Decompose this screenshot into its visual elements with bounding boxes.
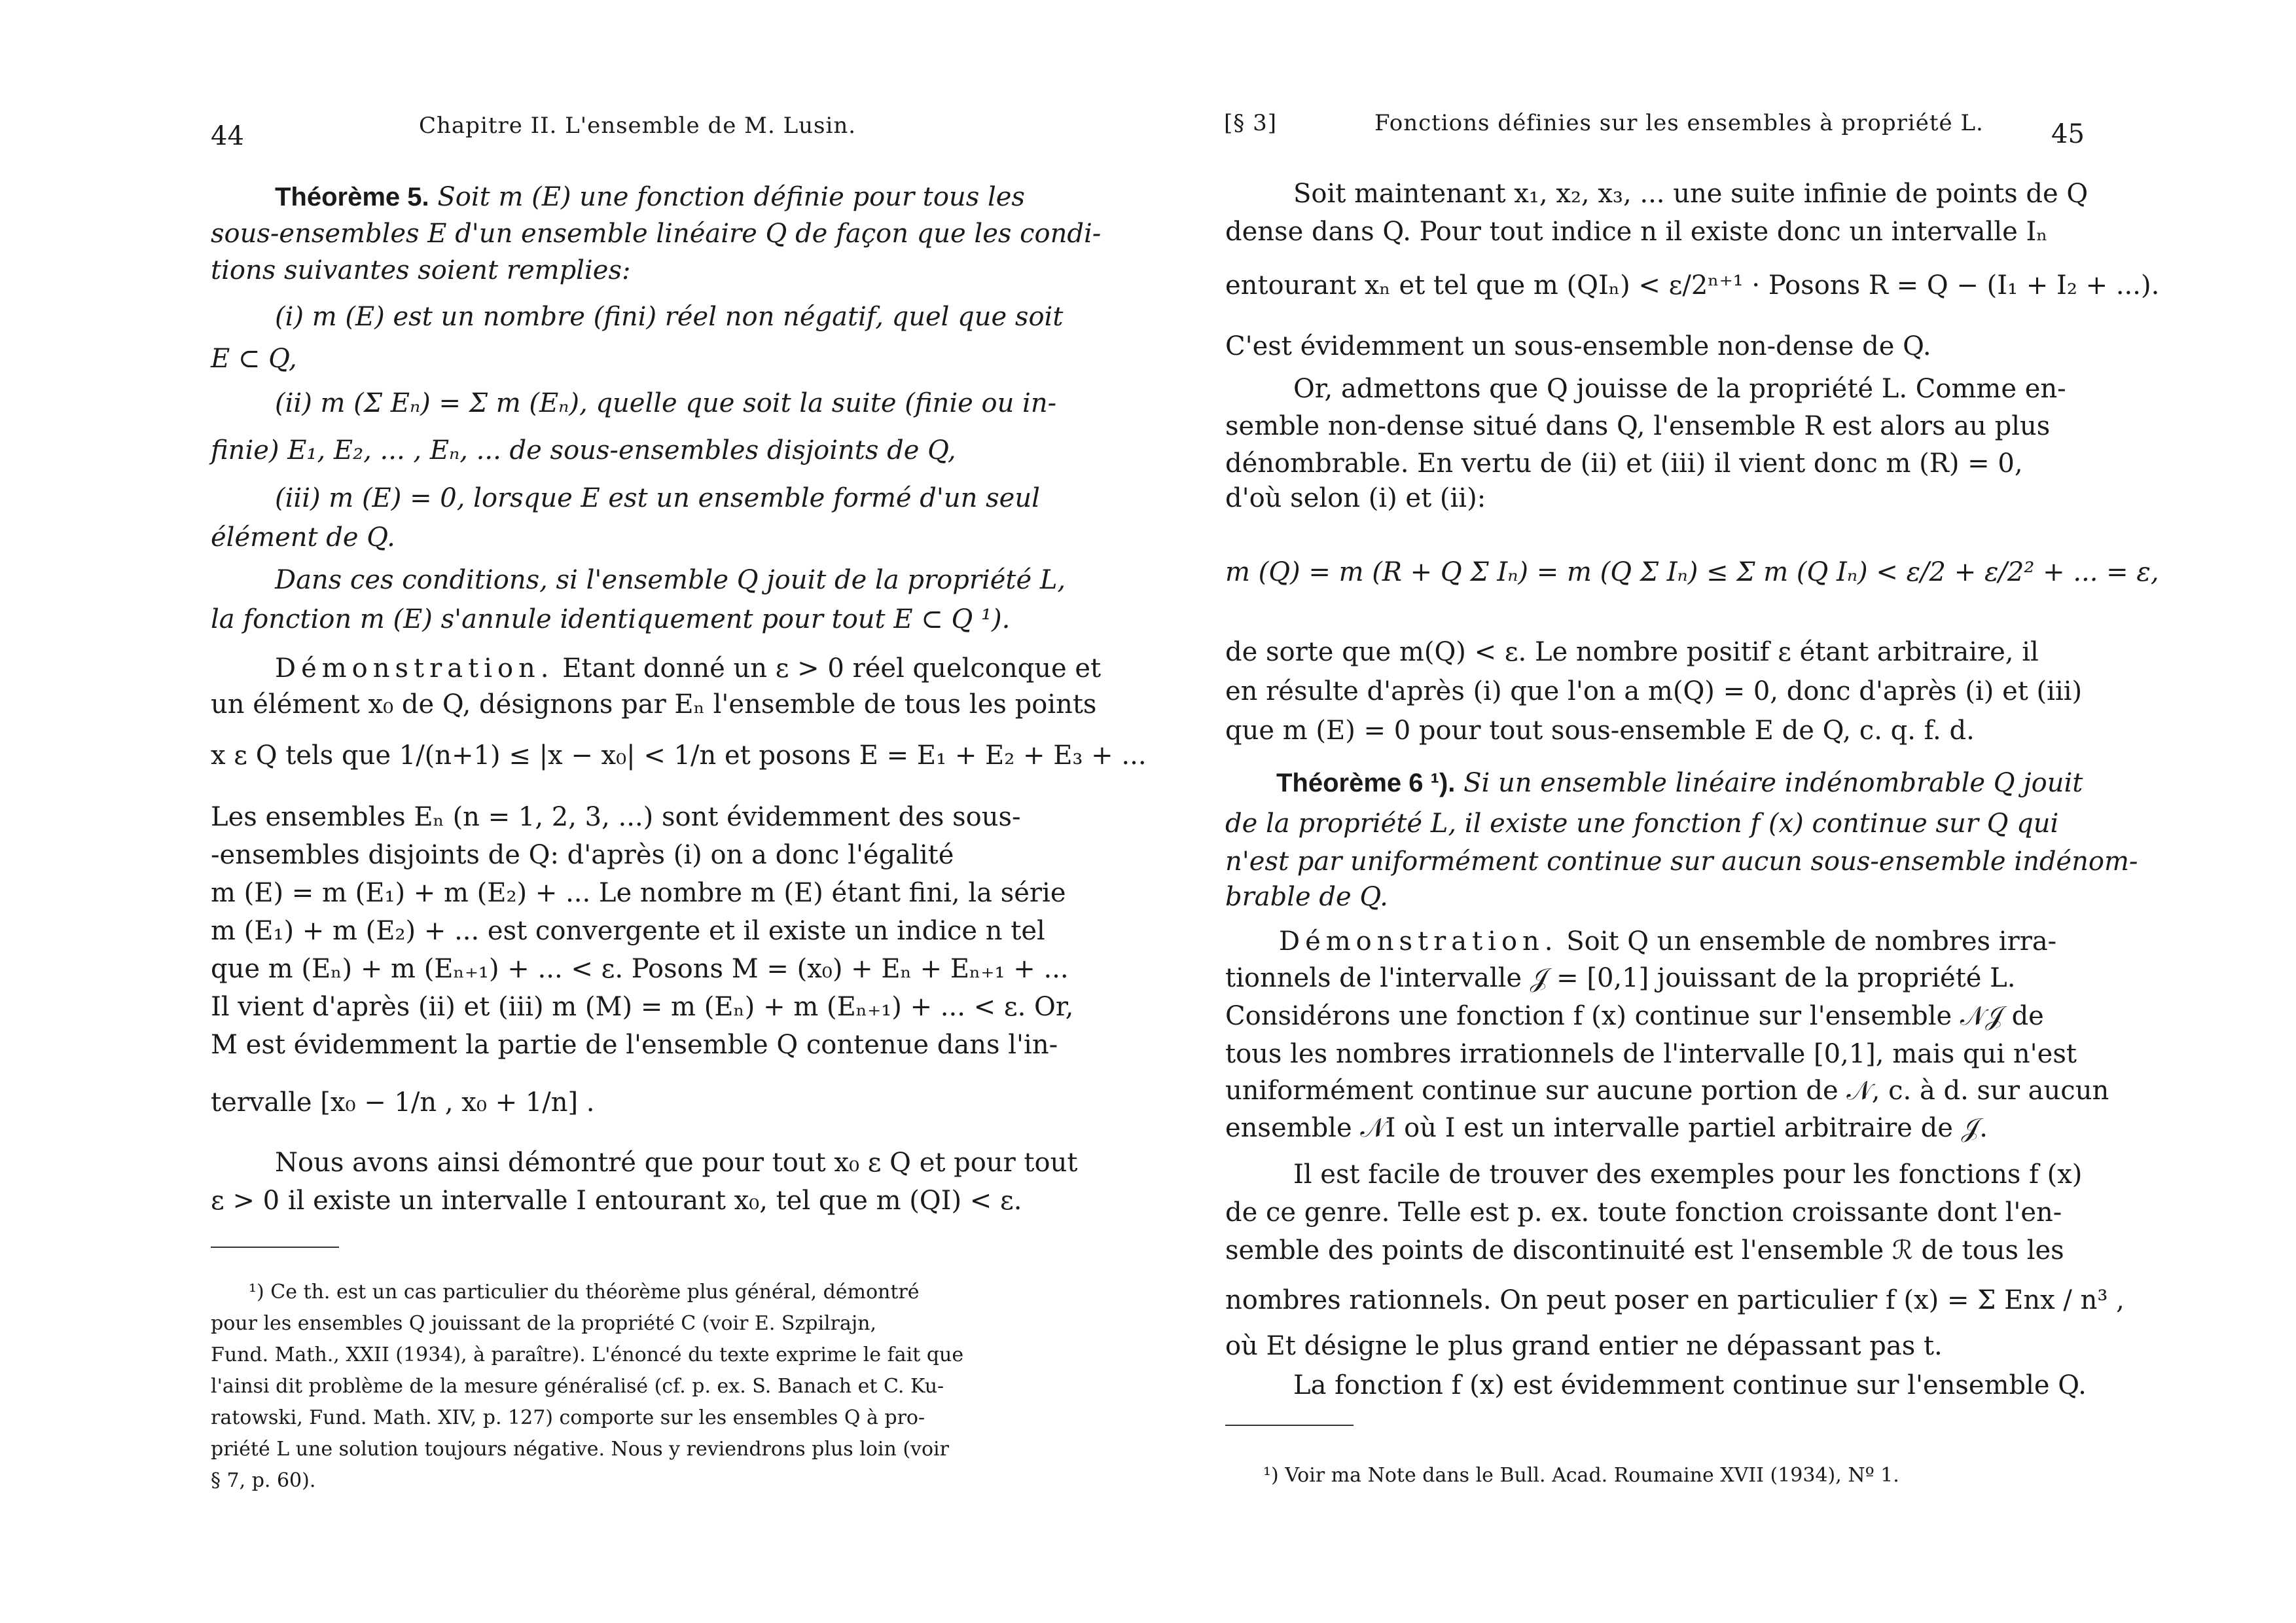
text-line: n'est par uniformément continue sur aucun sous-ensemble indénom-	[1225, 847, 2138, 877]
text-line: (ii) m (Σ Eₙ) = Σ m (Eₙ), quelle que soit la suite (finie ou in-	[275, 388, 1057, 418]
text-line: (i) m (E) est un nombre (fini) réel non négatif, quel que soit	[275, 302, 1064, 332]
text-line: Dans ces conditions, si l'ensemble Q jouit de la propriété L,	[275, 565, 1066, 595]
text-line: m (E) = m (E₁) + m (E₂) + ... Le nombre m (E) étant fini, la série	[211, 878, 1066, 908]
text-line: Or, admettons que Q jouisse de la propriété L. Comme en-	[1293, 374, 2066, 404]
footnote-line: ratowski, Fund. Math. XIV, p. 127) comporte sur les ensembles Q à pro-	[211, 1406, 925, 1429]
text-line: que m (E) = 0 pour tout sous-ensemble E de Q, c. q. f. d.	[1225, 716, 1975, 746]
text-line: Il vient d'après (ii) et (iii) m (M) = m (Eₙ) + m (Eₙ₊₁) + ... < ε. Or,	[211, 992, 1074, 1022]
page-number: 45	[2051, 119, 2085, 149]
page-number: 44	[211, 121, 244, 151]
text-line: Démonstration. Soit Q un ensemble de nombres irra-	[1279, 926, 2057, 957]
text-line: finie) E₁, E₂, ... , Eₙ, ... de sous-ensembles disjoints de Q,	[211, 435, 956, 465]
text-line: de la propriété L, il existe une fonction f (x) continue sur Q qui	[1225, 809, 2059, 839]
text-line: dénombrable. En vertu de (ii) et (iii) il vient donc m (R) = 0,	[1225, 448, 2023, 479]
running-head: Chapitre II. L'ensemble de M. Lusin.	[419, 113, 857, 139]
text-line: Démonstration. Etant donné un ε > 0 réel quelconque et	[275, 653, 1102, 684]
text-line: où Et désigne le plus grand entier ne dépassant pas t.	[1225, 1331, 1943, 1361]
text-line: (iii) m (E) = 0, lorsque E est un ensemble formé d'un seul	[275, 483, 1040, 513]
footnote-line: ¹) Voir ma Note dans le Bull. Acad. Roumaine XVII (1934), Nº 1.	[1263, 1464, 1899, 1487]
text-line: de sorte que m(Q) < ε. Le nombre positif ε étant arbitraire, il	[1225, 637, 2039, 667]
footnote-line: Fund. Math., XXII (1934), à paraître). L'énoncé du texte exprime le fait que	[211, 1343, 964, 1366]
text-line: semble des points de discontinuité est l'ensemble ℛ de tous les	[1225, 1235, 2064, 1266]
text-line: ensemble 𝒩I où I est un intervalle partiel arbitraire de 𝒥.	[1225, 1113, 1988, 1143]
text-line: nombres rationnels. On peut poser en particulier f (x) = Σ Enx / n³ ,	[1225, 1285, 2125, 1315]
text-line: ε > 0 il existe un intervalle I entourant x₀, tel que m (QI) < ε.	[211, 1186, 1022, 1216]
text-line: Nous avons ainsi démontré que pour tout x₀ ε Q et pour tout	[275, 1148, 1078, 1178]
text-line: E ⊂ Q,	[211, 344, 297, 374]
text-line: Théorème 5. Soit m (E) une fonction définie pour tous les	[275, 182, 1025, 212]
footnote-line: ¹) Ce th. est un cas particulier du théorème plus général, démontré	[249, 1281, 920, 1304]
footnote-line: § 7, p. 60).	[211, 1469, 316, 1492]
text-line: un élément x₀ de Q, désignons par Eₙ l'ensemble de tous les points	[211, 689, 1097, 720]
display-equation: m (Q) = m (R + Q Σ Iₙ) = m (Q Σ Iₙ) ≤ Σ m (Q Iₙ) < ε/2 + ε/2² + ... = ε,	[1225, 557, 2159, 587]
text-line: brable de Q.	[1225, 882, 1388, 912]
footnote-line: pour les ensembles Q jouissant de la propriété C (voir E. Szpilrajn,	[211, 1312, 877, 1335]
text-line: de ce genre. Telle est p. ex. toute fonction croissante dont l'en-	[1225, 1197, 2062, 1228]
text-line: tionnels de l'intervalle 𝒥 = [0,1] jouissant de la propriété L.	[1225, 963, 2016, 993]
footnote-rule	[211, 1247, 339, 1248]
text-line: que m (Eₙ) + m (Eₙ₊₁) + ... < ε. Posons M = (x₀) + Eₙ + Eₙ₊₁ + ...	[211, 954, 1069, 984]
text-line: -ensembles disjoints de Q: d'après (i) on a donc l'égalité	[211, 840, 954, 870]
right-page	[1148, 0, 2296, 1623]
running-head: Fonctions définies sur les ensembles à propriété L.	[1374, 110, 1984, 136]
text-line: Considérons une fonction f (x) continue sur l'ensemble 𝒩𝒥 de	[1225, 1001, 2044, 1031]
footnote-line: priété L une solution toujours négative. Nous y reviendrons plus loin (voir	[211, 1438, 949, 1461]
text-line: élément de Q.	[211, 522, 395, 553]
text-line: uniformément continue sur aucune portion de 𝒩, c. à d. sur aucun	[1225, 1076, 2109, 1106]
text-line: La fonction f (x) est évidemment continue sur l'ensemble Q.	[1293, 1370, 2087, 1400]
text-line: d'où selon (i) et (ii):	[1225, 483, 1486, 513]
text-line: Théorème 6 ¹). Si un ensemble linéaire indénombrable Q jouit	[1276, 768, 2083, 798]
text-line: la fonction m (E) s'annule identiquement pour tout E ⊂ Q ¹).	[211, 604, 1011, 634]
text-line: sous-ensembles E d'un ensemble linéaire Q de façon que les condi-	[211, 219, 1102, 249]
section-mark: [§ 3]	[1224, 110, 1277, 136]
text-line: tions suivantes soient remplies:	[211, 255, 631, 285]
text-line: Il est facile de trouver des exemples pour les fonctions f (x)	[1293, 1159, 2083, 1190]
text-line: x ε Q tels que 1/(n+1) ≤ |x − x₀| < 1/n et posons E = E₁ + E₂ + E₃ + ...	[211, 740, 1147, 771]
text-line: entourant xₙ et tel que m (QIₙ) < ε/2ⁿ⁺¹ · Posons R = Q − (I₁ + I₂ + ...).	[1225, 270, 2160, 301]
text-line: Soit maintenant x₁, x₂, x₃, ... une suite infinie de points de Q	[1293, 179, 2089, 209]
text-line: semble non-dense situé dans Q, l'ensemble R est alors au plus	[1225, 411, 2051, 441]
text-line: Les ensembles Eₙ (n = 1, 2, 3, ...) sont évidemment des sous-	[211, 802, 1021, 832]
text-line: dense dans Q. Pour tout indice n il existe donc un intervalle Iₙ	[1225, 217, 2048, 247]
footnote-line: l'ainsi dit problème de la mesure généralisé (cf. p. ex. S. Banach et C. Ku-	[211, 1375, 944, 1398]
footnote-rule	[1225, 1425, 1354, 1426]
text-line: tous les nombres irrationnels de l'intervalle [0,1], mais qui n'est	[1225, 1039, 2077, 1069]
text-line: M est évidemment la partie de l'ensemble Q contenue dans l'in-	[211, 1030, 1058, 1060]
text-line: tervalle [x₀ − 1/n , x₀ + 1/n] .	[211, 1087, 595, 1118]
text-line: en résulte d'après (i) que l'on a m(Q) = 0, donc d'après (i) et (iii)	[1225, 676, 2083, 706]
text-line: C'est évidemment un sous-ensemble non-dense de Q.	[1225, 331, 1931, 361]
text-line: m (E₁) + m (E₂) + ... est convergente et il existe un indice n tel	[211, 916, 1045, 946]
